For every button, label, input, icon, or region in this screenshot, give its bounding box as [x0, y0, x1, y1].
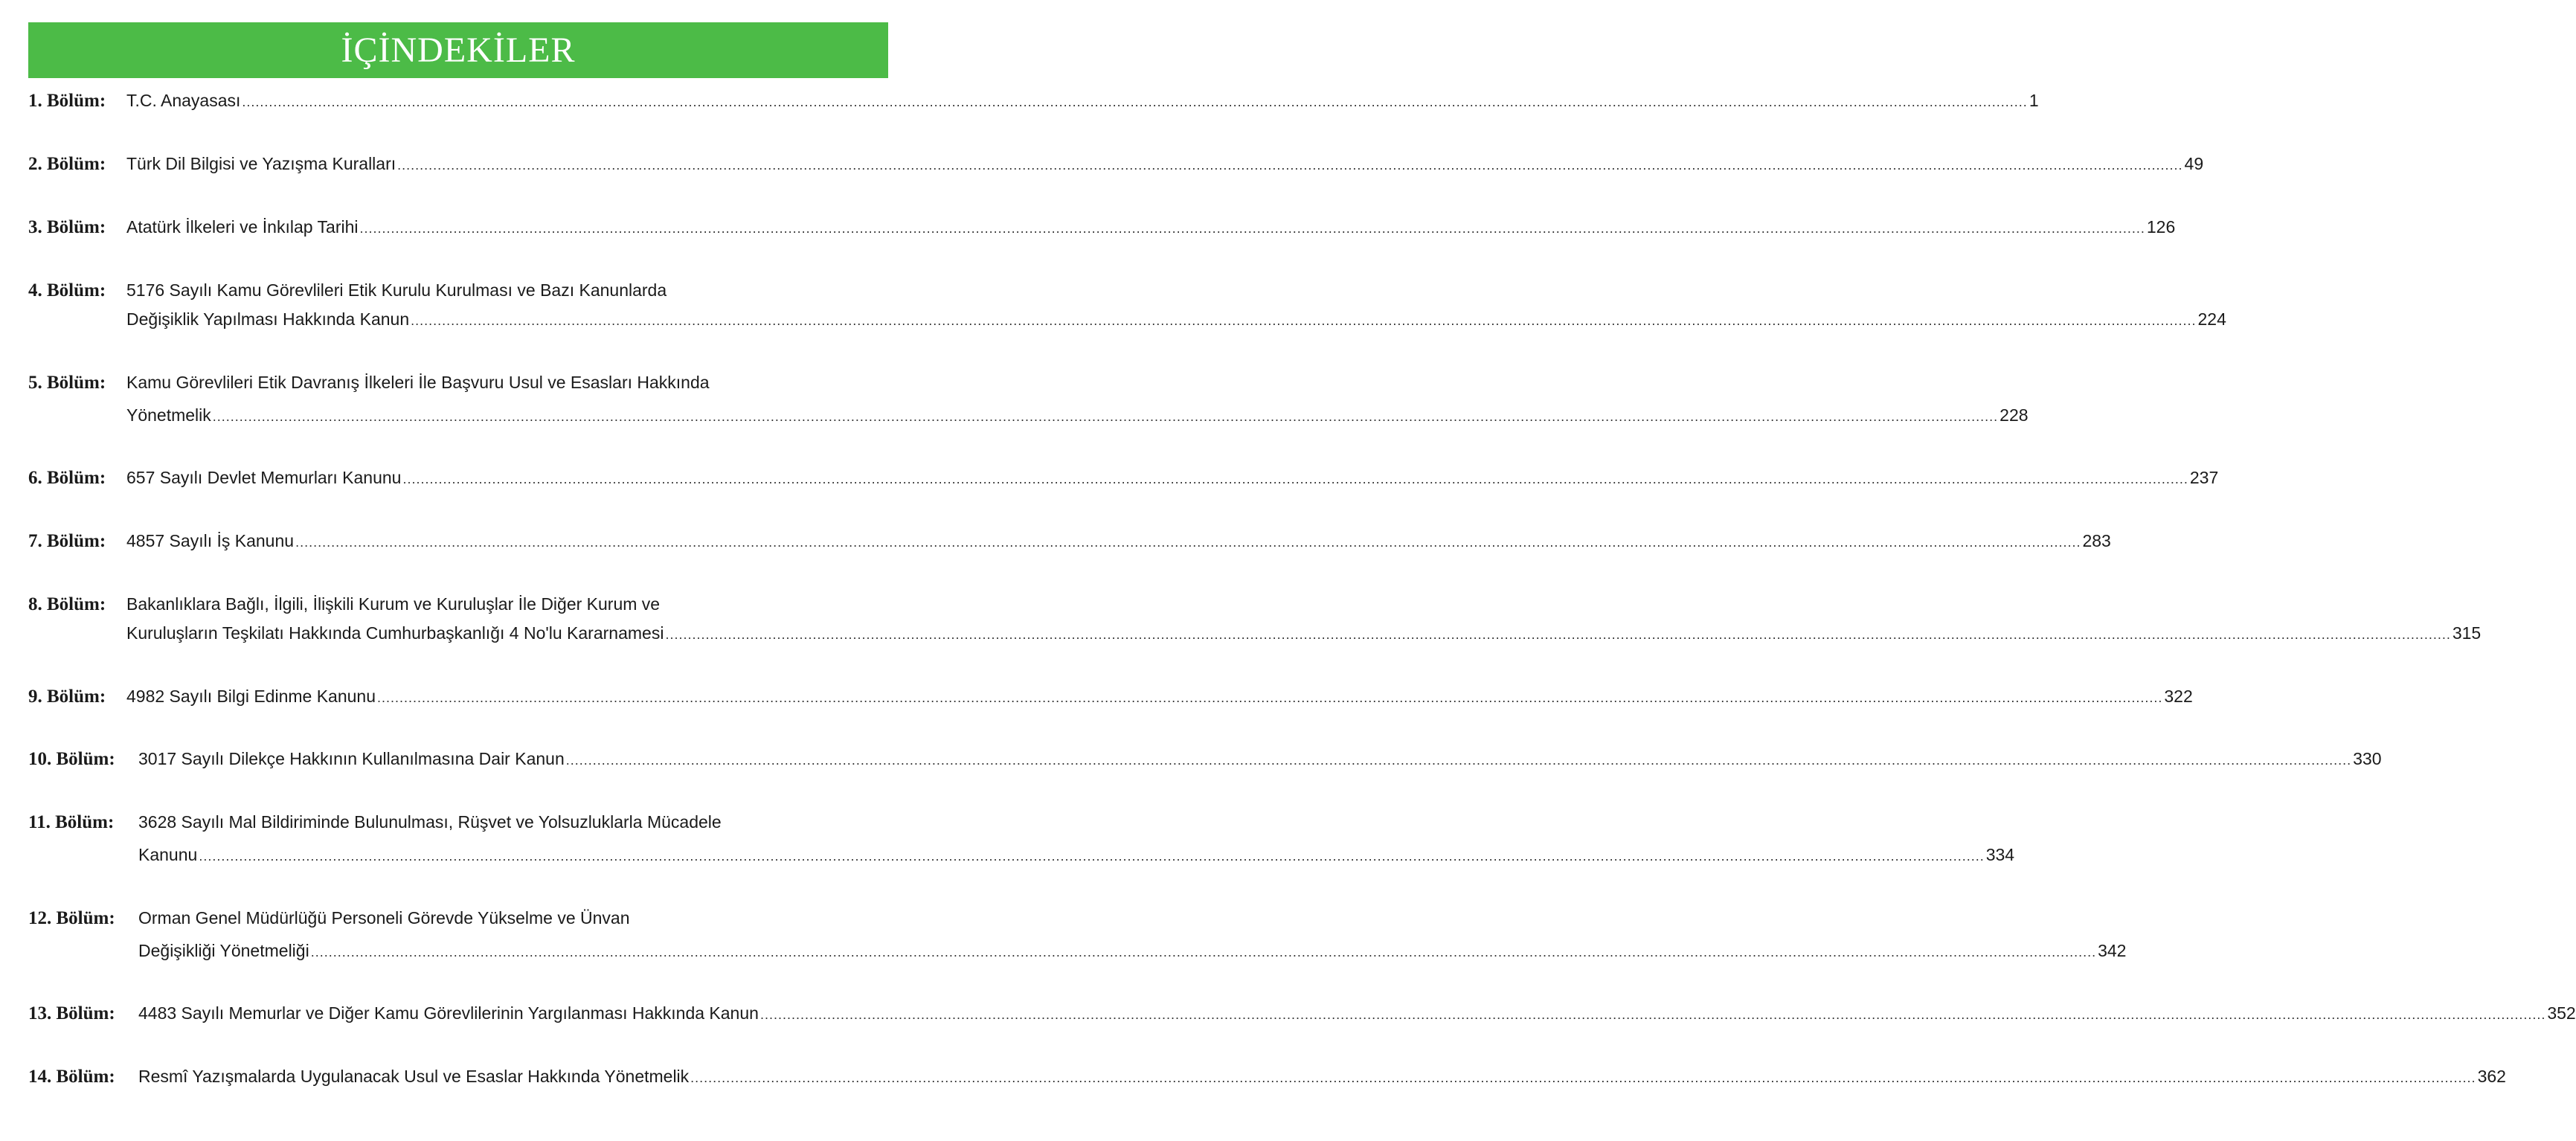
dot-leader: ................................................................................................................................................................................................................................................................................................................................................................................................................ — [665, 627, 2451, 642]
section-title: 4982 Sayılı Bilgi Edinme Kanunu — [126, 687, 376, 706]
dot-leader: ................................................................................................................................................................................................................................................................................................................................................................................................................ — [411, 313, 2197, 328]
section-label: 6. Bölüm: — [28, 468, 106, 488]
toc-entry-line — [28, 309, 2226, 339]
page-title: İÇİNDEKİLER — [341, 30, 576, 70]
toc-entry-line — [28, 941, 2127, 971]
dot-leader: ................................................................................................................................................................................................................................................................................................................................................................................................................ — [242, 94, 2028, 109]
section-label: 13. Bölüm: — [28, 1003, 115, 1023]
section-label: 7. Bölüm: — [28, 531, 106, 551]
section-label: 9. Bölüm: — [28, 687, 106, 707]
title-banner — [28, 22, 888, 78]
section-title: Bakanlıklara Bağlı, İlgili, İlişkili Kurum ve Kuruluşlar İle Diğer Kurum ve — [126, 594, 661, 614]
section-label: 11. Bölüm: — [28, 812, 115, 832]
toc-entry[interactable] — [28, 1067, 2506, 1096]
toc-entry-line — [28, 908, 888, 938]
page-number: 237 — [2189, 468, 2219, 487]
section-title: Atatürk İlkeleri ve İnkılap Tarihi — [126, 217, 359, 237]
page-number: 334 — [1985, 845, 2015, 864]
section-title: 657 Sayılı Devlet Memurları Kanunu — [126, 468, 402, 487]
section-title: Kanunu — [138, 845, 198, 864]
section-title: 4857 Sayılı İş Kanunu — [126, 531, 295, 550]
toc-entry[interactable] — [28, 217, 2176, 247]
dot-leader: ................................................................................................................................................................................................................................................................................................................................................................................................................ — [377, 690, 2163, 705]
section-label: 4. Bölüm: — [28, 280, 106, 300]
toc-entry-line — [28, 623, 2482, 653]
section-title: Yönetmelik — [126, 405, 211, 425]
section-label: 3. Bölüm: — [28, 217, 106, 237]
section-label: 10. Bölüm: — [28, 749, 115, 769]
toc-entry-line — [28, 280, 888, 310]
page-number: 1 — [2029, 91, 2039, 110]
page-number: 283 — [2082, 531, 2111, 550]
toc-entry-line — [28, 687, 2193, 716]
toc-entry-line — [28, 812, 888, 842]
toc-entry[interactable] — [28, 749, 2382, 779]
toc-entry[interactable] — [28, 373, 2029, 435]
section-title: Değişikliği Yönetmeliği — [138, 941, 309, 960]
page-number: 330 — [2353, 749, 2382, 768]
dot-leader: ................................................................................................................................................................................................................................................................................................................................................................................................................ — [199, 849, 1985, 864]
section-title: Kuruluşların Teşkilatı Hakkında Cumhurbaşkanlığı 4 No'lu Kararnamesi — [126, 623, 664, 643]
toc-entry-line — [28, 91, 2039, 120]
toc-entry[interactable] — [28, 908, 2127, 971]
section-title: 3017 Sayılı Dilekçe Hakkının Kullanılmasına Dair Kanun — [138, 749, 565, 768]
toc-entry-line — [28, 154, 2204, 184]
toc-entry-line — [28, 594, 888, 624]
dot-leader: ................................................................................................................................................................................................................................................................................................................................................................................................................ — [212, 409, 1999, 424]
toc-entry[interactable] — [28, 812, 2015, 875]
toc-entry-line — [28, 217, 2176, 247]
toc-entry[interactable] — [28, 594, 2482, 653]
dot-leader: ................................................................................................................................................................................................................................................................................................................................................................................................................ — [759, 1007, 2546, 1022]
toc-entry[interactable] — [28, 531, 2111, 561]
dot-leader: ................................................................................................................................................................................................................................................................................................................................................................................................................ — [310, 945, 2097, 960]
toc-entry[interactable] — [28, 154, 2204, 184]
section-title: Kamu Görevlileri Etik Davranış İlkeleri İle Başvuru Usul ve Esasları Hakkında — [126, 373, 710, 392]
toc-entry-line — [28, 405, 2029, 435]
section-label: 5. Bölüm: — [28, 373, 106, 393]
section-label: 2. Bölüm: — [28, 154, 106, 174]
toc-entry[interactable] — [28, 91, 2039, 120]
section-title: Resmî Yazışmalarda Uygulanacak Usul ve Esaslar Hakkında Yönetmelik — [138, 1067, 690, 1086]
toc-entry[interactable] — [28, 1003, 2576, 1033]
toc-entry[interactable] — [28, 687, 2193, 716]
section-title: Değişiklik Yapılması Hakkında Kanun — [126, 309, 410, 329]
page-number: 228 — [2000, 405, 2029, 425]
section-title: 5176 Sayılı Kamu Görevlileri Etik Kurulu Kurulması ve Bazı Kanunlarda — [126, 280, 667, 300]
section-label: 1. Bölüm: — [28, 91, 106, 111]
section-label: 8. Bölüm: — [28, 594, 106, 614]
section-label: 14. Bölüm: — [28, 1067, 115, 1087]
page-number: 315 — [2452, 623, 2482, 643]
section-label: 12. Bölüm: — [28, 908, 115, 928]
page-number: 362 — [2477, 1067, 2506, 1086]
section-title: 4483 Sayılı Memurlar ve Diğer Kamu Görevlilerinin Yargılanması Hakkında Kanun — [138, 1003, 759, 1023]
page-number: 126 — [2146, 217, 2176, 237]
toc-entry-line — [28, 531, 2111, 561]
toc-entry[interactable] — [28, 468, 2219, 498]
toc-entry-line — [28, 749, 2382, 779]
toc-entry-line — [28, 1003, 2576, 1033]
page-number: 352 — [2547, 1003, 2576, 1023]
dot-leader: ................................................................................................................................................................................................................................................................................................................................................................................................................ — [565, 753, 2352, 768]
dot-leader: ................................................................................................................................................................................................................................................................................................................................................................................................................ — [359, 221, 2145, 236]
toc-entry-line — [28, 468, 2219, 498]
page-number: 342 — [2098, 941, 2127, 960]
dot-leader: ................................................................................................................................................................................................................................................................................................................................................................................................................ — [397, 158, 2183, 173]
page-number: 322 — [2164, 687, 2193, 706]
page-number: 49 — [2184, 154, 2204, 173]
section-title: T.C. Anayasası — [126, 91, 241, 110]
section-title: Türk Dil Bilgisi ve Yazışma Kuralları — [126, 154, 396, 173]
toc-entry[interactable] — [28, 280, 2226, 339]
dot-leader: ................................................................................................................................................................................................................................................................................................................................................................................................................ — [295, 535, 2081, 550]
dot-leader: ................................................................................................................................................................................................................................................................................................................................................................................................................ — [402, 472, 2188, 486]
toc-entry-line — [28, 1067, 2506, 1096]
dot-leader: ................................................................................................................................................................................................................................................................................................................................................................................................................ — [690, 1070, 2476, 1085]
toc-entry-line — [28, 373, 888, 402]
toc-entry-line — [28, 845, 2015, 875]
page-number: 224 — [2197, 309, 2226, 329]
section-title: 3628 Sayılı Mal Bildiriminde Bulunulması, Rüşvet ve Yolsuzluklarla Mücadele — [138, 812, 722, 832]
section-title: Orman Genel Müdürlüğü Personeli Görevde Yükselme ve Ünvan — [138, 908, 630, 928]
